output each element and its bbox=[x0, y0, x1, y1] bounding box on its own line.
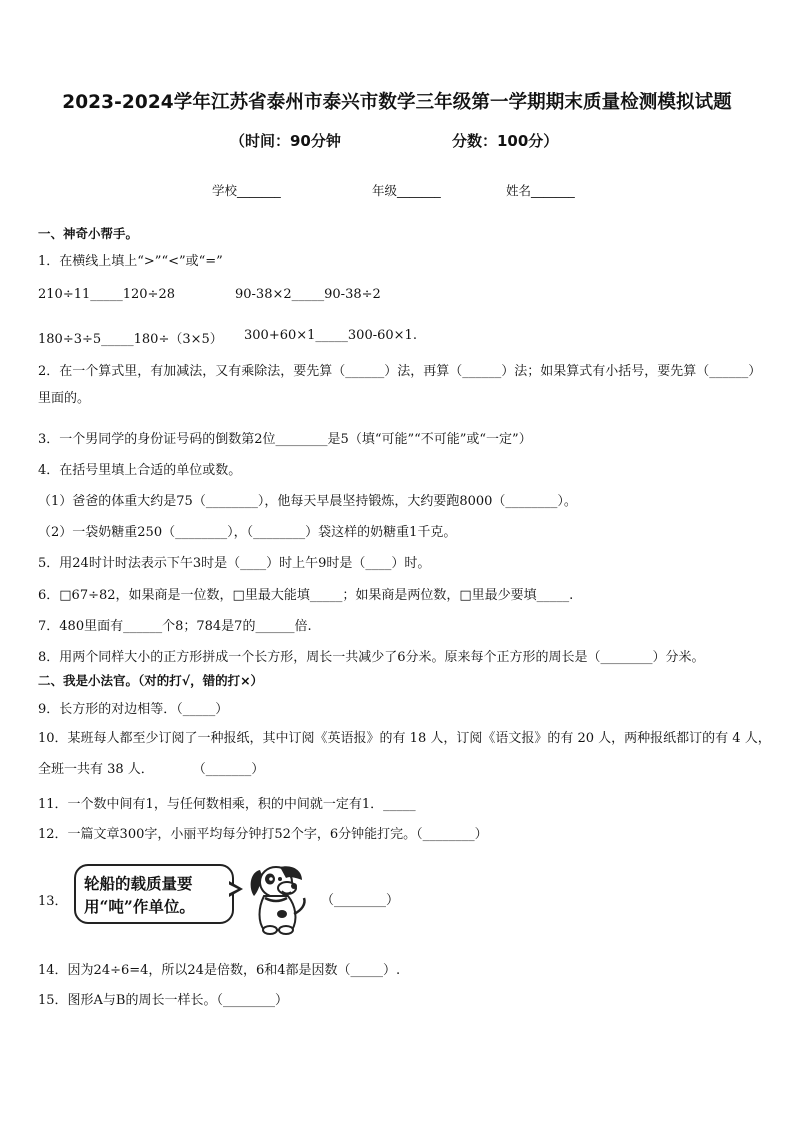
speech-bubble-text: 轮船的载质量要用“吨”作单位。 bbox=[84, 874, 195, 916]
question-8: 8．用两个同样大小的正方形拼成一个长方形，周长一共减少了6分米。原来每个正方形的周长是（________）分米。 bbox=[38, 650, 705, 665]
question-9: 9．长方形的对边相等．（_____） bbox=[38, 702, 229, 717]
question-1-item-a: 210÷11_____120÷28 bbox=[38, 287, 175, 302]
question-1-item-d: 300+60×1_____300-60×1. bbox=[244, 328, 417, 343]
grade-field: 年级_______ bbox=[372, 183, 441, 198]
exam-time: （时间：90分钟 bbox=[230, 132, 341, 150]
question-6: 6．□67÷82，如果商是一位数，□里最大能填_____；如果商是两位数，□里最少要填_____. bbox=[38, 588, 574, 603]
exam-score: 分数：100分） bbox=[452, 132, 559, 150]
question-4-part-2: （2）一袋奶糖重250（________），（________）袋这样的奶糖重1千克。 bbox=[38, 525, 457, 540]
section-1-heading: 一、神奇小帮手。 bbox=[38, 226, 139, 241]
question-5: 5．用24时计时法表示下午3时是（____）时上午9时是（____）时。 bbox=[38, 556, 431, 571]
question-4-part-1: （1）爸爸的体重大约是75（________），他每天早晨坚持锻炼，大约要跑8000（________）。 bbox=[38, 494, 577, 509]
question-1-item-c: 180÷3÷5_____180÷（3×5） bbox=[38, 332, 223, 347]
cartoon-dog-icon bbox=[246, 858, 312, 936]
question-1-item-b: 90-38×2_____90-38÷2 bbox=[235, 287, 381, 302]
speech-bubble-tail-fill bbox=[228, 884, 238, 894]
question-7: 7．480里面有______个8；784是7的______倍. bbox=[38, 619, 312, 634]
school-field: 学校_______ bbox=[212, 183, 281, 198]
question-10: 10．某班每人都至少订阅了一种报纸，其中订阅《英语报》的有 18 人，订阅《语文报》的有 20 人，两种报纸都订的有 4 人，全班一共有 38 人． （_______） bbox=[38, 731, 771, 777]
speech-bubble bbox=[74, 864, 234, 924]
section-2-heading: 二、我是小法官。（对的打√，错的打×） bbox=[38, 673, 264, 688]
question-3: 3．一个男同学的身份证号码的倒数第2位________是5（填“可能”“不可能”或“一定”） bbox=[38, 432, 532, 447]
question-12: 12．一篇文章300字，小丽平均每分钟打52个字，6分钟能打完。（________） bbox=[38, 827, 488, 842]
name-field: 姓名_______ bbox=[506, 183, 575, 198]
question-15: 15．图形A与B的周长一样长。（________） bbox=[38, 993, 288, 1008]
question-11: 11．一个数中间有1，与任何数相乘，积的中间就一定有1．_____ bbox=[38, 797, 416, 812]
question-13-answer-blank: （________） bbox=[321, 893, 400, 908]
question-14: 14．因为24÷6=4，所以24是倍数，6和4都是因数（_____）. bbox=[38, 963, 401, 978]
question-1: 1．在横线上填上“>”“<”或“=” bbox=[38, 254, 223, 269]
question-13-number: 13． bbox=[38, 894, 68, 909]
page-title: 2023-2024学年江苏省泰州市泰兴市数学三年级第一学期期末质量检测模拟试题 bbox=[62, 92, 732, 113]
question-4: 4．在括号里填上合适的单位或数。 bbox=[38, 463, 242, 478]
question-2: 2．在一个算式里，有加减法，又有乘除法，要先算（______）法，再算（______）法；如果算式有小括号，要先算（______）里面的。 bbox=[38, 364, 762, 406]
